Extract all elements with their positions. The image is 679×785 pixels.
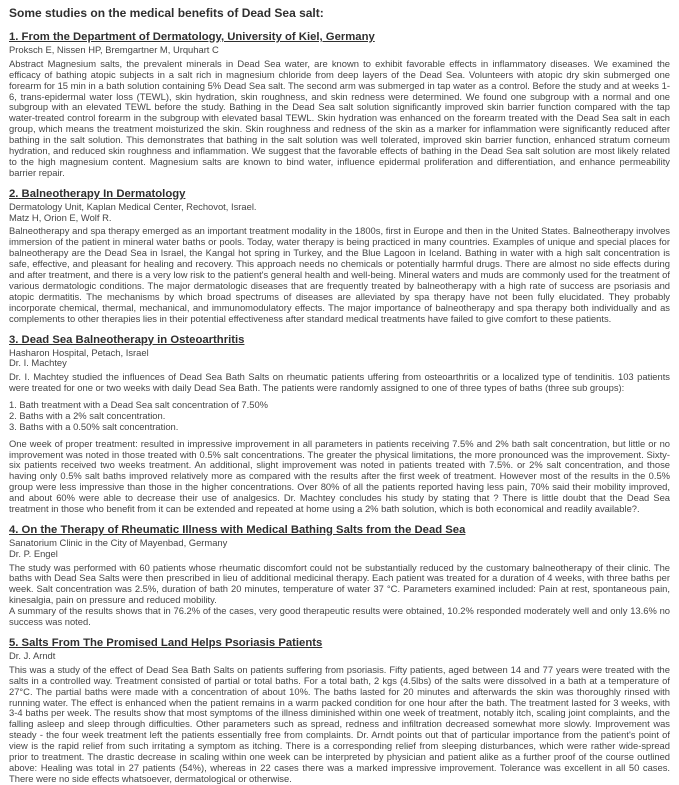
- section-3-author: Dr. I. Machtey: [9, 357, 67, 369]
- section-5-author: Dr. J. Arndt: [9, 650, 56, 662]
- section-1-abstract: Abstract Magnesium salts, the prevalent minerals in Dead Sea water, are known to exhibit favorable effects in inflammatory diseases. We examined the efficacy of bathing atopic subjects in a salt rich in magnesium chloride from deep layers of the Dead Sea. Volunteers with atopic dry skin submerged one forearm for 15 min in a bath solution containing 5% Dead Sea salt. The second arm was submerged in tap water as a control. Before the study and at weeks 1-6, trans-epidermal water loss (TEWL), skin hydration, skin roughness, and skin redness were determined. We found one subgroup with a normal and one subgroup with an elevated TEWL before the study. Bathing in the Dead Sea salt solution significantly improved skin barrier function compared with the tap water-treated control forearm in the subgroup with elevated basal TEWL. Skin hydration was enhanced on the forearm treated with the Dead Sea salt in each group, which means the treatment moisturized the skin. Skin roughness and redness of the skin as a marker for inflammation were significantly reduced after bathing in the salt solution. This demonstrates that bathing in the salt solution was well tolerated, improved skin barrier function, enhanced stratum corneum hydration, and reduced skin roughness and inflammation. We suggest that the favorable effects of bathing in the Dead Sea salt solution are most likely related to the high magnesium content. Magnesium salts are known to bind water, influence epidermal proliferation and differentiation, and enhance permeability barrier repair.: [9, 57, 670, 178]
- section-2-authors: Matz H, Orion E, Wolf R.: [9, 211, 112, 223]
- section-3-intro: Dr. I. Machtey studied the influences of Dead Sea Bath Salts on rheumatic patients uffering from osteoarthritis or a localized type of tendinitis. 103 patients were treated for one or two weeks with daily Dead Sea Bath. The patients were randomly assigned to one of three types of baths (three sub groups):: [9, 371, 670, 394]
- bath-type-item-3: 3. Baths with a 0.50% salt concentration.: [9, 420, 179, 432]
- study-section-4: [9, 524, 670, 628]
- section-3-affiliation: Hasharon Hospital, Petach, Israel: [9, 346, 149, 358]
- section-2-abstract: Balneotherapy and spa therapy emerged as an important treatment modality in the 1800s, first in Europe and then in the United States. Balneotherapy involves immersion of the patient in mineral water baths or pools. Today, water therapy is being practiced in many countries. Examples of unique and special places for balneotherapy are the Dead Sea in Israel, the Kangal hot spring in Turkey, and the Blue Lagoon in Iceland. Bathing in water with a high salt concentration is safe, effective, and pleasant for healing and recovery. This approach needs no chemicals or potentially harmful drugs. There are almost no side effects during and after treatment, and there is a very low risk to the patient's general health and well-being. Mineral waters and muds are commonly used for the treatment of various dermatologic conditions. The major dermatologic diseases that are frequently treated by balneotherapy with a high rate of success are psoriasis and atopic dermatitis. The mechanisms by which broad spectrums of diseases are alleviated by spa therapy have not been fully elucidated. They probably incorporate chemical, thermal, mechanical, and immunomodulatory effects. The major importance of balneotherapy and spa therapy both individually and as complements to other therapies lies in their potential effectiveness after standard medical treatments have failed to give comfort to these patients.: [9, 225, 670, 324]
- section-1-heading: 1. From the Department of Dermatology, University of Kiel, Germany: [9, 31, 375, 43]
- section-2-affiliation: Dermatology Unit, Kaplan Medical Center, Rechovot, Israel.: [9, 200, 257, 212]
- section-3-heading: 3. Dead Sea Balneotherapy in Osteoarthritis: [9, 333, 245, 346]
- bath-type-item-1: 1. Bath treatment with a Dead Sea salt concentration of 7.50%: [9, 398, 269, 410]
- study-section-1: [9, 31, 670, 179]
- document-page: [9, 6, 670, 785]
- study-section-2: [9, 188, 670, 325]
- section-2-heading: 2. Balneotherapy In Dermatology: [9, 187, 186, 200]
- section-3-results: One week of proper treatment: resulted in impressive improvement in all parameters in patients receiving 7.5% and 2% bath salt concentration, but little or no improvement was noted in those treated with 0.5% salt concentrations. The greater the physical limitations, the more pronounced was the improvement. Sixty-six patients received two weeks treatment. An additional, slight improvement was noted in patients treated with 7.5%. or 2% salt concentration, and those having only 0.5% salt baths improved relatively more as compared with the results after the first week of treatment. However most of the results in the 0.5% group were less impressive than those in the higher concentrations. Over 80% of all the patients reported having less pain, 70% said their mobility improved, and about 60% were able to decrease their use of analgesics. Dr. Machtey concludes his study by stating that ? There is little doubt that the Dead Sea treatment in those who benefit from it can be extended and repeated at home using a 2% bath solution, which is both economical and readily available?.: [9, 437, 670, 515]
- section-5-heading: 5. Salts From The Promised Land Helps Psoriasis Patients: [9, 637, 323, 650]
- section-4-study: The study was performed with 60 patients whose rheumatic discomfort could not be substantially reduced by the customary balneotherapy of their clinic. The baths with Dead Sea Salts were then prescribed in lieu of additional medicinal therapy. Each patient was treated for a duration of 4 weeks, with three baths per week. Salt concentration was 2.5%, duration of bath 20 minutes, temperature of water 37 °C. Parameters examined included: Pain at rest, spontaneous pain, kinesalgia, pain on pressure and reduced mobility.: [9, 561, 670, 606]
- document-title: Some studies on the medical benefits of Dead Sea salt:: [9, 6, 324, 20]
- section-1-authors: Proksch E, Nissen HP, Bremgartner M, Urquhart C: [9, 44, 219, 55]
- bath-types-list: [9, 400, 670, 433]
- section-4-heading: 4. On the Therapy of Rheumatic Illness with Medical Bathing Salts from the Dead Sea: [9, 523, 466, 536]
- section-4-author: Dr. P. Engel: [9, 547, 58, 559]
- study-section-5: [9, 637, 670, 785]
- section-5-study: This was a study of the effect of Dead Sea Bath Salts on patients suffering from psoriasis. Fifty patients, aged between 14 and 77 years were treated with the salts in a controlled way. Treatment consisted of partial or total baths. For a total bath, 2 kgs (4.5lbs) of the salts were dissolved in a bath at a temperature of 27°C. The partial baths were made with a concentration of about 10%. The baths lasted for 20 minutes and afterwards the skin was thoroughly rinsed with running water. The effect is enhanced when the patient remains in a warm packed condition for one hour after the bath. The treatment lasted for 3 weeks, with 3-4 baths per week. The results show that most symptoms of the illness diminished within one week of treatment, notably itch, scaling joint complaints, and the falling asleep and sleep through difficulties. Other parameters such as spread, redness and infiltration decreased somewhat more slowly. Improvement was steady - the four week treatment left the patients essentially free from complaints. Dr. Arndt points out that of particular importance from the patient's point of view is the rapid relief from such irritating a symptom as itching. There is a corresponding relief from sleeping disturbances, which were rather wide-spread prior to treatment. The drastic decrease in scaling within one week can be interpreted by physician and patient alike as a further proof of the course outlined above: Healing was total in 27 patients (54%), whereas in 22 cases there was a marked impressive improvement. Tolerance was excellent in all 50 cases. There were no side effects whatsoever, dermatological or otherwise.: [9, 663, 670, 784]
- bath-type-item-2: 2. Baths with a 2% salt concentration.: [9, 409, 166, 421]
- study-section-3: [9, 334, 670, 515]
- section-4-summary: A summary of the results shows that in 76.2% of the cases, very good therapeutic results were obtained, 10.2% responded moderately well and only 13.6% no success was noted.: [9, 605, 670, 628]
- section-4-affiliation: Sanatorium Clinic in the City of Mayenbad, Germany: [9, 536, 228, 548]
